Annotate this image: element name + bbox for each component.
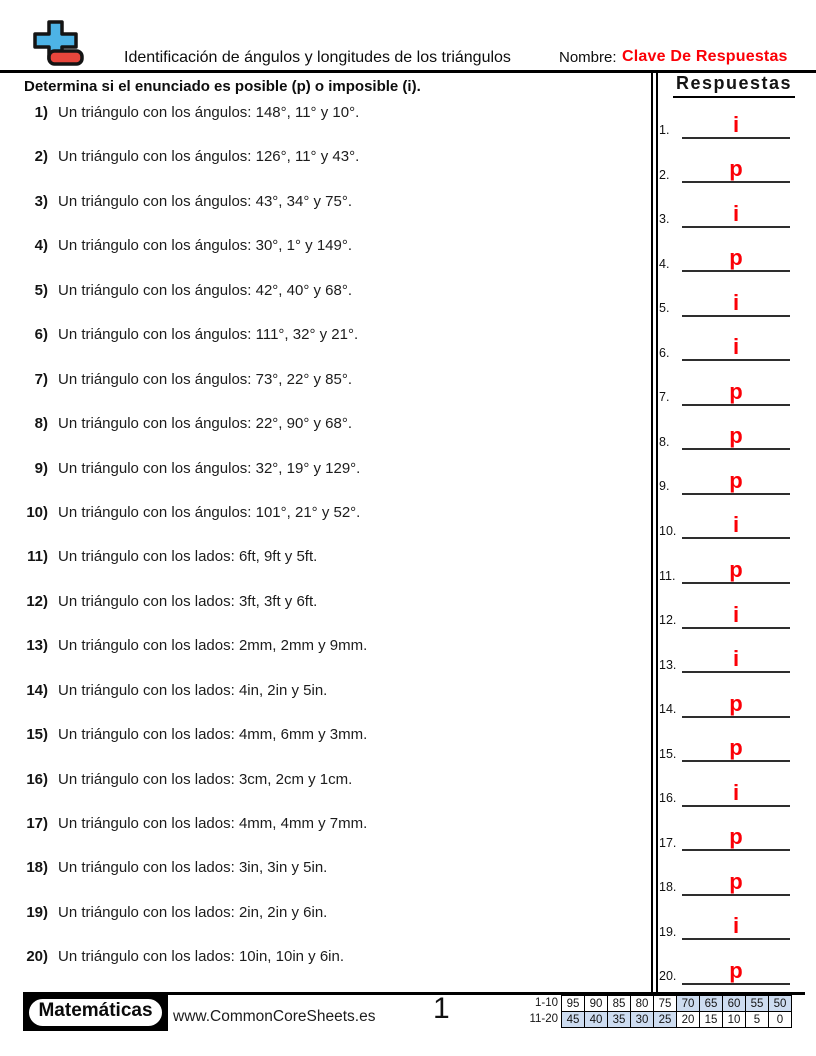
question-number: 2) [34, 148, 48, 166]
score-table [524, 995, 792, 1028]
answer-row [656, 450, 811, 495]
question-row [0, 771, 645, 815]
answer-row [656, 228, 811, 273]
question-row [0, 815, 645, 859]
answer-number: 5. [659, 301, 670, 316]
question-text: Un triángulo con los lados: 2in, 2in y 6in. [58, 903, 328, 921]
answer-number: 7. [659, 390, 670, 405]
answer-row [656, 896, 811, 941]
answer-number: 8. [659, 434, 670, 449]
answer-row [656, 584, 811, 629]
score-cell: 70 [676, 995, 700, 1012]
answer-number: 14. [659, 702, 677, 717]
question-number: 13) [26, 637, 48, 655]
question-row [0, 460, 645, 504]
answer-blank [682, 557, 790, 584]
question-number: 9) [34, 459, 48, 477]
answer-value: p [729, 735, 743, 761]
answer-number: 12. [659, 613, 677, 628]
answer-blank [682, 245, 790, 272]
answer-blank [682, 378, 790, 406]
name-value: Clave De Respuestas [622, 48, 788, 65]
question-row [0, 104, 645, 148]
question-text: Un triángulo con los ángulos: 32°, 19° y 129°. [58, 459, 361, 477]
question-text: Un triángulo con los lados: 4mm, 6mm y 3mm. [58, 726, 368, 744]
score-cell: 5 [745, 1011, 769, 1028]
answer-row [656, 495, 811, 540]
answer-value: p [729, 467, 743, 493]
question-row [0, 548, 645, 592]
answer-value: i [732, 913, 740, 939]
question-row [0, 371, 645, 415]
answer-number: 10. [659, 523, 677, 538]
question-row [0, 193, 645, 237]
name-label: Nombre: [559, 49, 617, 66]
question-number: 5) [34, 281, 48, 299]
question-text: Un triángulo con los ángulos: 101°, 21° y 52°. [58, 503, 361, 521]
question-text: Un triángulo con los ángulos: 148°, 11° y 10°. [58, 104, 360, 121]
score-cell: 30 [630, 1011, 654, 1028]
question-number: 6) [34, 326, 48, 344]
answer-row [656, 629, 811, 674]
question-text: Un triángulo con los lados: 2mm, 2mm y 9mm. [58, 637, 368, 655]
answer-row [656, 807, 811, 852]
question-text: Un triángulo con los lados: 4in, 2in y 5in. [58, 681, 328, 699]
answer-value: p [729, 557, 743, 583]
answer-blank [682, 913, 790, 940]
question-row [0, 415, 645, 459]
worksheet-title: Identificación de ángulos y longitudes de los triángulos [124, 49, 511, 66]
question-row [0, 948, 645, 992]
answer-number: 15. [659, 746, 677, 761]
answer-row [656, 851, 811, 896]
answer-blank [682, 334, 790, 361]
score-cell: 90 [584, 995, 608, 1012]
score-cell: 0 [768, 1011, 792, 1028]
score-cell: 80 [630, 995, 654, 1012]
answer-blank [682, 735, 790, 762]
answer-value: i [732, 512, 740, 538]
question-text: Un triángulo con los lados: 3cm, 2cm y 1cm. [58, 770, 353, 788]
score-cell: 40 [584, 1011, 608, 1028]
score-cell: 60 [722, 995, 746, 1012]
brand-label: Matemáticas [29, 999, 161, 1026]
score-cell: 55 [745, 995, 769, 1012]
answer-value: p [729, 868, 743, 894]
answer-row [656, 673, 811, 718]
question-number: 4) [34, 237, 48, 255]
answer-number: 19. [659, 924, 677, 939]
answers-list [656, 94, 811, 985]
question-row [0, 904, 645, 948]
question-text: Un triángulo con los ángulos: 73°, 22° y 85°. [58, 370, 353, 388]
answer-number: 1. [659, 123, 670, 138]
question-row [0, 326, 645, 370]
score-cell: 50 [768, 995, 792, 1012]
question-text: Un triángulo con los ángulos: 42°, 40° y 68°. [58, 281, 353, 299]
question-number: 19) [26, 903, 48, 921]
answer-value: i [732, 779, 740, 805]
question-row [0, 504, 645, 548]
answer-number: 16. [659, 791, 677, 806]
score-cell: 45 [561, 1011, 585, 1028]
question-number: 18) [26, 859, 48, 877]
question-row [0, 593, 645, 637]
score-cell: 65 [699, 995, 723, 1012]
answer-number: 6. [659, 345, 670, 360]
answer-row [656, 539, 811, 584]
question-number: 11) [27, 548, 48, 566]
answer-row [656, 406, 811, 451]
question-row [0, 282, 645, 326]
answer-number: 18. [659, 880, 677, 895]
score-table-row [524, 1011, 792, 1028]
score-cell: 10 [722, 1011, 746, 1028]
answer-blank [682, 824, 790, 851]
question-number: 12) [26, 592, 48, 610]
answer-value: p [729, 423, 743, 449]
answer-blank [682, 467, 790, 495]
answer-value: p [729, 378, 743, 404]
answer-blank [682, 200, 790, 228]
answer-value: i [732, 601, 740, 627]
question-text: Un triángulo con los lados: 6ft, 9ft y 5ft. [58, 548, 318, 566]
question-row [0, 637, 645, 681]
answer-blank [682, 868, 790, 896]
answer-blank [682, 601, 790, 629]
answer-row [656, 272, 811, 317]
answer-blank [682, 423, 790, 450]
question-number: 16) [26, 770, 48, 788]
question-text: Un triángulo con los lados: 3in, 3in y 5in. [58, 859, 328, 877]
question-text: Un triángulo con los ángulos: 30°, 1° y 149°. [58, 237, 353, 255]
answer-blank [682, 512, 790, 539]
site-url: www.CommonCoreSheets.es [173, 1008, 376, 1025]
answer-value: i [732, 289, 740, 315]
answer-value: p [729, 957, 743, 983]
answer-row [656, 183, 811, 228]
answer-value: i [732, 200, 740, 226]
question-text: Un triángulo con los lados: 4mm, 4mm y 7mm. [58, 815, 368, 832]
question-number: 14) [26, 681, 48, 699]
answer-value: i [732, 646, 740, 672]
question-number: 20) [26, 948, 48, 966]
answer-number: 3. [659, 212, 670, 227]
question-text: Un triángulo con los lados: 3ft, 3ft y 6ft. [58, 592, 318, 610]
score-cell: 95 [561, 995, 585, 1012]
question-number: 17) [26, 815, 48, 832]
answer-number: 11. [659, 568, 676, 583]
score-row-label: 1-10 [534, 997, 558, 1009]
question-text: Un triángulo con los ángulos: 111°, 32° y 21°. [58, 326, 359, 344]
answer-number: 9. [659, 479, 670, 494]
question-text: Un triángulo con los lados: 10in, 10in y 6in. [58, 948, 345, 966]
answer-value: i [732, 334, 740, 360]
answer-blank [682, 779, 790, 807]
question-number: 10) [26, 503, 48, 521]
question-number: 8) [34, 415, 48, 433]
answer-blank [682, 156, 790, 183]
answer-number: 17. [659, 835, 677, 850]
page-number: 1 [433, 992, 450, 1025]
answer-row [656, 762, 811, 807]
answer-row [656, 718, 811, 763]
answer-blank [682, 289, 790, 317]
answer-value: p [729, 245, 743, 271]
question-number: 3) [34, 192, 48, 210]
question-row [0, 148, 645, 192]
answer-value: i [732, 111, 740, 137]
score-cell: 20 [676, 1011, 700, 1028]
questions-list [0, 104, 645, 993]
score-cell: 35 [607, 1011, 631, 1028]
answer-row [656, 139, 811, 184]
answer-blank [682, 690, 790, 718]
question-text: Un triángulo con los ángulos: 126°, 11° y 43°. [58, 148, 360, 166]
score-cell: 75 [653, 995, 677, 1012]
question-row [0, 237, 645, 281]
answer-blank [682, 957, 790, 985]
answer-row [656, 940, 811, 985]
answer-row [656, 317, 811, 362]
question-number: 1) [34, 104, 48, 121]
instruction-text: Determina si el enunciado es posible (p) o imposible (i). [24, 78, 421, 95]
question-row [0, 859, 645, 903]
score-cell: 85 [607, 995, 631, 1012]
question-number: 15) [26, 726, 48, 744]
score-cell: 25 [653, 1011, 677, 1028]
answer-number: 13. [659, 657, 677, 672]
answer-value: p [729, 824, 743, 850]
answer-number: 20. [659, 969, 677, 984]
answer-blank [682, 111, 790, 139]
answer-value: p [729, 156, 743, 182]
answer-number: 2. [659, 167, 670, 182]
answer-blank [682, 646, 790, 673]
brand-badge [23, 994, 168, 1031]
answer-row [656, 361, 811, 406]
answer-number: 4. [659, 256, 670, 271]
score-cell: 15 [699, 1011, 723, 1028]
question-row [0, 682, 645, 726]
answer-row [656, 94, 811, 139]
answers-header-label: Respuestas [673, 73, 795, 98]
score-row-label: 11-20 [529, 1013, 558, 1025]
plus-minus-icon [32, 20, 86, 68]
question-text: Un triángulo con los ángulos: 22°, 90° y 68°. [58, 415, 353, 433]
question-text: Un triángulo con los ángulos: 43°, 34° y 75°. [58, 192, 353, 210]
question-row [0, 726, 645, 770]
question-number: 7) [34, 370, 48, 388]
score-table-row [524, 995, 792, 1012]
answer-value: p [729, 690, 743, 716]
